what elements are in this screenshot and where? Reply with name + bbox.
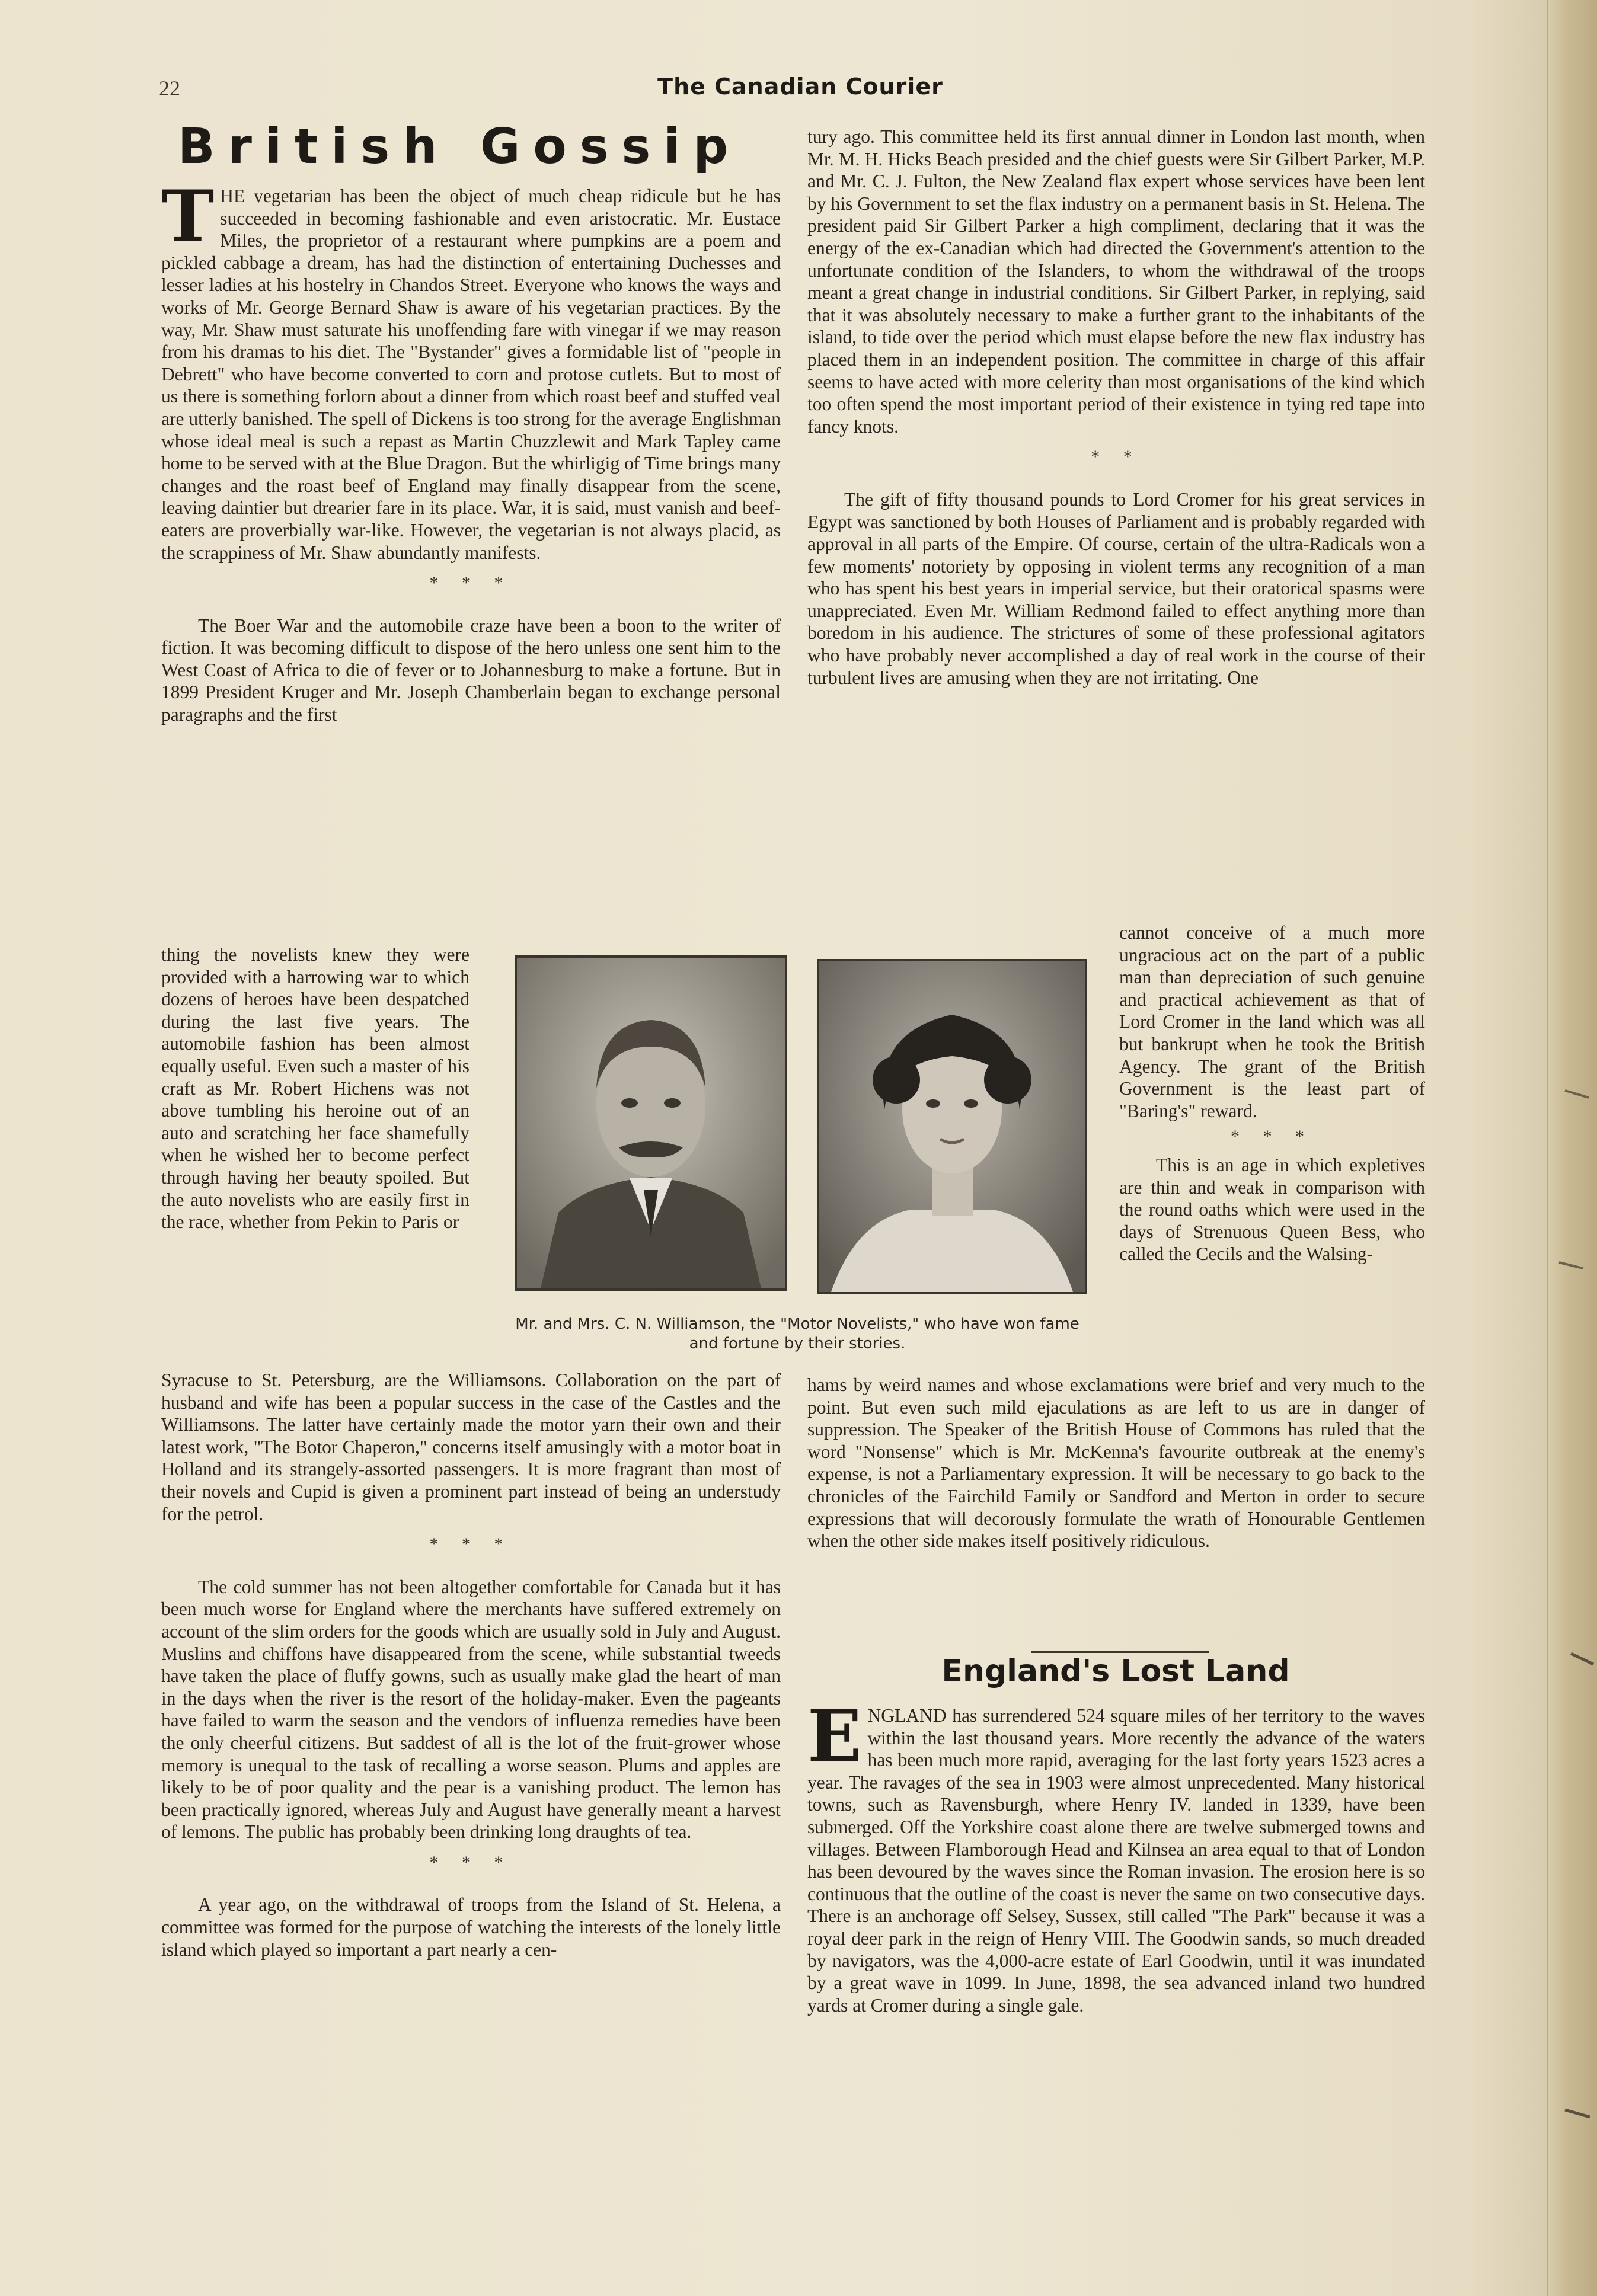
article-paragraph: The Boer War and the automobile craze have been a boon to the writer of fiction. It was becoming difficult to dispose of the hero unless one sent him to the West Coast of Africa to die of fever or to Johannesburg to make a fortune. But in 1899 President Kruger and Mr. Joseph Chamberlain began to exchange personal paragraphs and the first [161,615,781,725]
running-head: The Canadian Courier [657,73,943,100]
right-column-bottom [807,1374,1425,1552]
right-column-narrow [1119,922,1425,1265]
section-separator: * * [1091,447,1142,467]
photo-mr-williamson [515,955,787,1291]
article-paragraph: cannot conceive of a much more ungracious act on the part of a public man than depreciation of such genuine and practical achievement as that of Lord Cromer in the land which was all but bankrupt when he took the British Agency. The grant of the British Government is the least part of "Baring's" reward. [1119,922,1425,1121]
section-separator: * * * [429,573,513,593]
article-paragraph: tury ago. This committee held its first annual dinner in London last month, when Mr. M. H. Hicks Beach presided and the chief guests were Sir Gilbert Parker, M.P. and Mr. C. J. Fulton, the New Zealand flax expert whose services have been lent by his Government to set the flax industry on a permanent basis in St. Helena. The president paid Sir Gilbert Parker a high compliment, declaring that it was the energy of the ex-Canadian which had directed the Government's attention to the unfortunate condition of the Islanders, to whom the withdrawal of the troops meant a great change in industrial conditions. Sir Gilbert Parker, in replying, said that it was absolutely necessary to make a further grant to the inhabitants of the island, to tide over the period which must elapse before the new flax industry has placed them in an independent position. The committee in charge of this affair seems to have acted with more celerity than most organisations of the kind which too often spend the most important period of their existence in tying red tape into fancy knots. [807,126,1425,437]
drop-cap: T [161,175,215,258]
photo-caption: Mr. and Mrs. C. N. Williamson, the "Motor Novelists," who have won fame and fortune by their stories. [515,1315,1079,1352]
section-separator: * * * [429,1852,513,1872]
page-number: 22 [159,76,180,100]
england-lost-land-column [807,1694,1425,2016]
left-column-top [161,175,781,726]
left-column-narrow [161,944,469,1233]
edge-marks [1541,0,1597,2296]
drop-cap: E [807,1694,862,1778]
article-paragraph: thing the novelists knew they were provided with a harrowing war to which dozens of heroes have been despatched during the last five years. The automobile fashion has been almost equally useful. Even such a master of his craft as Mr. Robert Hichens was not above tumbling his heroine out of an auto and scratching her face shamefully when he wished her to become perfect through having her beauty spoiled. But the auto novelists who are easily first in the race, whether from Pekin to Paris or [161,944,469,1233]
article-paragraph: This is an age in which expletives are thin and weak in comparison with the round oaths which were used in the days of Strenuous Queen Bess, who called the Cecils and the Walsing- [1119,1154,1425,1265]
section-separator: * * * [429,1534,513,1555]
photo-mrs-williamson [817,959,1087,1294]
article-paragraph: THE vegetarian has been the object of much cheap ridicule but he has succeeded in becoming fashionable and even aristocratic. Mr. Eustace Miles, the proprietor of a restaurant where pumpkins are a poem and pickled cabbage a dream, has had the distinction of entertaining Duchesses and lesser ladies at his hostelry in Chandos Street. Everyone who knows the ways and works of Mr. George Bernard Shaw is aware of his vegetarian practices. By the way, Mr. Shaw must saturate his unoffending fare with vinegar if we may reason from his dramas to his diet. The "Bystander" gives a formidable list of "people in Debrett" who have become converted to corn and protose cutlets. But to most of us there is something forlorn about a dinner from which roast beef and stuffed veal are utterly banished. The spell of Dickens is too strong for the average Englishman whose ideal meal is such a repast as Martin Chuzzlewit and Mark Tapley came home to be served with at the Blue Dragon. But the whirligig of Time brings many changes and the roast beef of England may finally disappear from the scene, leaving daintier but drearier fare in its place. War, it is said, must vanish and beef-eaters are proverbially war-like. However, the vegetarian is not always placid, as the scrappiness of Mr. Shaw abundantly manifests. [161,175,781,563]
left-column-bottom [161,1369,781,1961]
article-title-british-gossip: British Gossip [178,119,742,175]
article-paragraph: The gift of fifty thousand pounds to Lord Cromer for his great services in Egypt was sanctioned by both Houses of Parliament and is probably regarded with approval in all parts of the Empire. Of course, certain of the ultra-Radicals won a few moments' notoriety by opposing in violent terms any recognition of a man who has spent his best years in imperial service, but their oratorical spasms were unappreciated. Even Mr. William Redmond failed to effect anything more than boredom in his audience. The strictures of some of these professional agitators who have probably never accomplished a day of real work in the course of their turbulent lives are amusing when they are not irritating. One [807,488,1425,688]
title-rule [1031,1651,1209,1653]
section-separator: * * * [1231,1127,1314,1147]
article-title-englands-lost-land: England's Lost Land [941,1654,1290,1689]
article-paragraph: Syracuse to St. Petersburg, are the Williamsons. Collaboration on the part of husband and wife has been a popular success in the case of the Castles and the Williamsons. The latter have certainly made the motor yarn their own and their latest work, "The Botor Chaperon," concerns itself amusingly with a motor boat in Holland and its strangely-assorted passengers. It is more fragrant than most of their novels and Cupid is given a prominent part instead of being an understudy for the petrol. [161,1370,781,1524]
article-paragraph: A year ago, on the withdrawal of troops from the Island of St. Helena, a committee was formed for the purpose of watching the interests of the lonely little island which played so important a part nearly a cen- [161,1894,781,1960]
article-paragraph: hams by weird names and whose exclamations were brief and very much to the point. But even such mild ejaculations as are left to us are in danger of suppression. The Speaker of the British House of Commons has ruled that the word "Nonsense" which is Mr. McKenna's favourite outbreak at the enemy's expense, is not a Parliamentary expression. It will be necessary to go back to the chronicles of the Fairchild Family or Sandford and Merton in order to secure expressions that will decorously formulate the wrath of Honourable Gentlemen when the other side makes itself positively ridiculous. [807,1374,1425,1552]
right-column-top [807,126,1425,689]
article-paragraph: The cold summer has not been altogether comfortable for Canada but it has been much worse for England where the merchants have suffered extremely on account of the slim orders for the goods which are usually sold in July and August. Muslins and chiffons have disappeared from the scene, while substantial tweeds have taken the place of fluffy gowns, such as usually make glad the heart of man in the days when the river is the resort of the holiday-maker. Even the pageants have failed to warm the season and the vendors of influenza remedies have been the only cheerful citizens. But saddest of all is the lot of the fruit-grower whose memory is unequal to the task of recalling a worse season. Plums and apples are likely to be of poor quality and the pear is a vanishing product. The lemon has been practically ignored, whereas July and August have generally meant a harvest of lemons. The public has probably been drinking long draughts of tea. [161,1576,781,1843]
article-paragraph: ENGLAND has surrendered 524 square miles of her territory to the waves within the last thousand years. More recently the advance of the waters has been much more rapid, averaging for the last forty years 1523 acres a year. The ravages of the sea in 1903 were almost unprecedented. Many historical towns, such as Ravensburgh, where Henry IV. landed in 1339, have been submerged. Off the Yorkshire coast alone there are twelve submerged towns and villages. Between Flamborough Head and Kilnsea an area equal to that of London has been devoured by the waves since the Roman invasion. The erosion here is so continuous that the outline of the coast is never the same on two consecutive days. There is an anchorage off Selsey, Sussex, still called "The Park" because it was a royal deer park in the reign of Henry VIII. The Goodwin sands, so much dreaded by navigators, was the 4,000-acre estate of Earl Goodwin, until it was inundated by a great wave in 1099. In June, 1898, the sea advanced inland two hundred yards at Cromer during a single gale. [807,1694,1425,2016]
